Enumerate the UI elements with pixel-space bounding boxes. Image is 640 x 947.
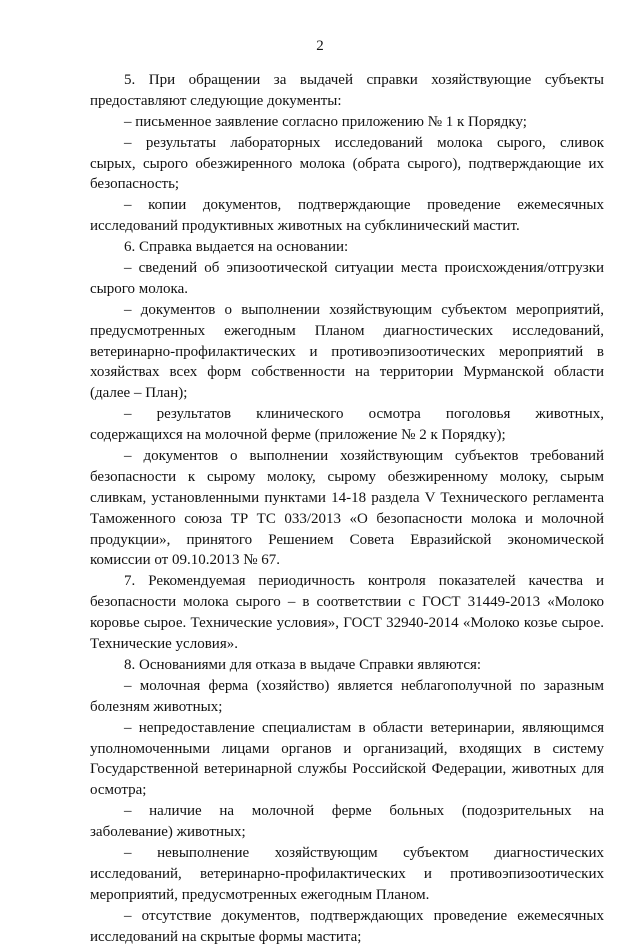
- text-line: исследований на скрытые формы мастита;: [90, 928, 362, 945]
- text-line: – результаты лабораторных исследований молока сырого, сливок: [124, 134, 604, 151]
- text-line: продукции», принятого Решением Совета Евразийской экономической: [90, 531, 604, 548]
- text-line: – сведений об эпизоотической ситуации места происхождения/отгрузки: [124, 260, 604, 277]
- text-line: – непредоставление специалистам в области ветеринарии, являющимся: [124, 719, 604, 736]
- text-line: сливкам, установленными пунктами 14-18 раздела V Технического регламента: [90, 489, 604, 506]
- page-number: 2: [316, 38, 324, 54]
- text-line: безопасности молока сырого – в соответствии с ГОСТ 31449-2013 «Молоко: [90, 594, 604, 611]
- text-line: сырых, сырого обезжиренного молока (обрата сырого), подтверждающие их: [90, 155, 604, 172]
- text-line: предусмотренных ежегодным Планом диагностических исследований,: [90, 322, 604, 339]
- text-line: мероприятий, предусмотренных ежегодным Планом.: [90, 886, 430, 903]
- text-line: болезням животных;: [90, 698, 223, 715]
- text-line: содержащихся на молочной ферме (приложение № 2 к Порядку);: [90, 427, 506, 444]
- text-line: ветеринарно-профилактических и противоэпизоотических мероприятий в: [90, 343, 604, 360]
- text-line: безопасность;: [90, 176, 180, 193]
- text-line: Таможенного союза ТР ТС 033/2013 «О безопасности молока и молочной: [90, 510, 604, 527]
- text-line: безопасности к сырому молоку, сырому обезжиренному молоку, сырым: [90, 468, 604, 485]
- text-line: – наличие на молочной ферме больных (подозрительных на: [124, 803, 604, 820]
- text-line: предоставляют следующие документы:: [90, 92, 342, 109]
- text-line: осмотра;: [90, 782, 147, 799]
- text-line: заболевание) животных;: [90, 824, 246, 841]
- text-line: комиссии от 09.10.2013 № 67.: [90, 552, 281, 569]
- text-line: 6. Справка выдается на основании:: [124, 239, 349, 256]
- text-line: – документов о выполнении хозяйствующим субъектом мероприятий,: [124, 301, 604, 318]
- text-line: – невыполнение хозяйствующим субъектом диагностических: [124, 844, 604, 861]
- text-line: Технические условия».: [90, 636, 238, 653]
- text-line: – результатов клинического осмотра поголовья животных,: [124, 406, 604, 423]
- text-line: – молочная ферма (хозяйство) является неблагополучной по заразным: [124, 677, 604, 694]
- text-line: хозяйствах всех форм собственности на территории Мурманской области: [90, 364, 604, 381]
- text-line: 8. Основаниями для отказа в выдаче Справки являются:: [124, 656, 482, 673]
- text-line: – отсутствие документов, подтверждающих проведение ежемесячных: [124, 907, 604, 924]
- text-line: (далее – План);: [90, 385, 188, 402]
- text-line: исследований, ветеринарно-профилактических и противоэпизоотических: [90, 865, 604, 882]
- text-line: 7. Рекомендуемая периодичность контроля показателей качества и: [124, 573, 604, 590]
- text-line: уполномоченными лицами органов и организаций, входящих в систему: [90, 740, 604, 757]
- text-line: – копии документов, подтверждающие проведение ежемесячных: [124, 197, 604, 214]
- text-line: – документов о выполнении хозяйствующим субъектов требований: [124, 448, 604, 465]
- document-body: [90, 70, 604, 947]
- text-line: исследований продуктивных животных на субклинический мастит.: [90, 218, 520, 235]
- text-line: – письменное заявление согласно приложению № 1 к Порядку;: [124, 113, 527, 130]
- text-line: коровье сырое. Технические условия», ГОСТ 32940-2014 «Молоко козье сырое.: [90, 615, 604, 632]
- text-line: 5. При обращении за выдачей справки хозяйствующие субъекты: [124, 72, 604, 88]
- text-line: Государственной ветеринарной службы Российской Федерации, животных для: [90, 761, 604, 778]
- text-line: сырого молока.: [90, 280, 189, 297]
